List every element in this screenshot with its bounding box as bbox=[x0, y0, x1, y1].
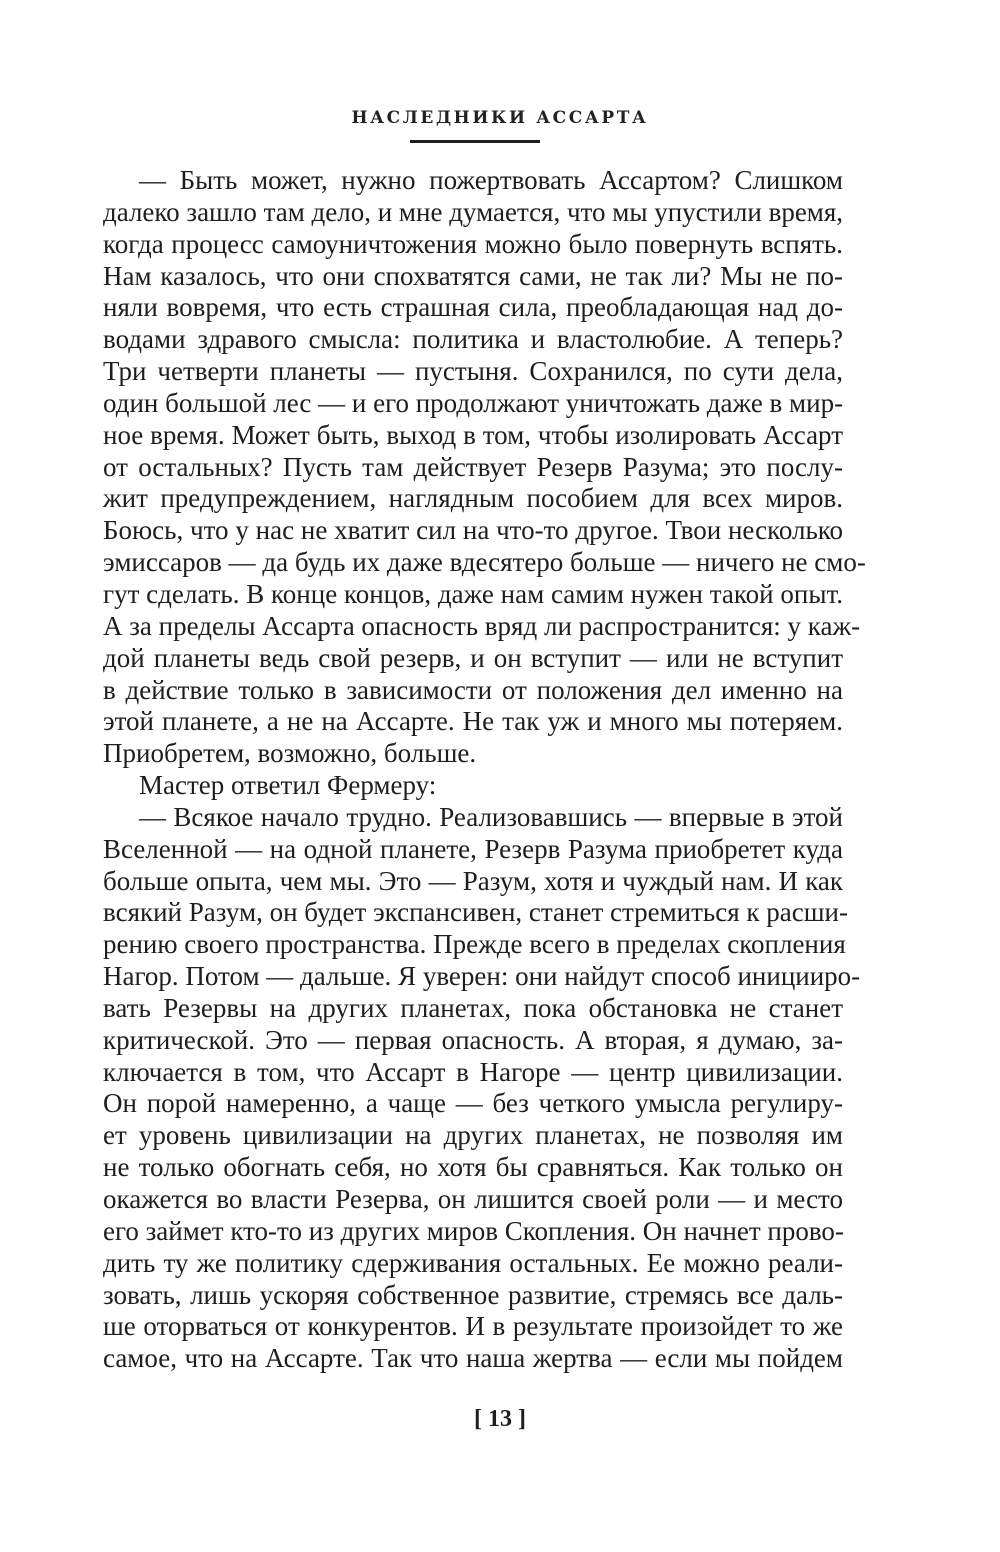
text-line: всякий Разум, он будет экспансивен, станет стремиться к расши- bbox=[103, 897, 848, 928]
text-line: гут сделать. В конце концов, даже нам самим нужен такой опыт. bbox=[103, 578, 843, 609]
text-line: Нагор. Потом — дальше. Я уверен: они найдут способ иницииро- bbox=[103, 961, 861, 992]
text-line: один большой лес — и его продолжают уничтожать даже в мир- bbox=[103, 387, 844, 418]
text-line: вать Резервы на других планетах, пока обстановка не станет bbox=[103, 992, 843, 1023]
text-line: ключается в том, что Ассарт в Нагоре — центр цивилизации. bbox=[103, 1056, 843, 1087]
text-line: эмиссаров — да будь их даже вдесятеро больше — ничего не смо- bbox=[103, 547, 866, 578]
text-line: — Быть может, нужно пожертвовать Ассартом? Слишком bbox=[139, 165, 843, 195]
body-text bbox=[103, 165, 866, 1375]
text-line: больше опыта, чем мы. Это — Разум, хотя и чуждый нам. И как bbox=[103, 865, 843, 896]
text-line: рению своего пространства. Прежде всего в пределах скопления bbox=[103, 929, 846, 960]
text-line: Нам казалось, что они спохватятся сами, не так ли? Мы не по- bbox=[103, 260, 843, 291]
text-line: Три четверти планеты — пустыня. Сохранился, по сути дела, bbox=[103, 356, 843, 387]
text-line: окажется во власти Резерва, он лишится своей роли — и место bbox=[103, 1184, 843, 1214]
text-line: самое, что на Ассарте. Так что наша жертва — если мы пойдем bbox=[103, 1343, 843, 1374]
text-line: ное время. Может быть, выход в том, чтобы изолировать Ассарт bbox=[103, 419, 843, 450]
text-line: — Всякое начало трудно. Реализовавшись — впервые в этой bbox=[139, 801, 843, 832]
text-line: критической. Это — первая опасность. А вторая, я думаю, за- bbox=[103, 1024, 843, 1055]
text-line: Вселенной — на одной планете, Резерв Разума приобретет куда bbox=[103, 833, 843, 864]
text-line: дой планеты ведь свой резерв, и он вступит — или не вступит bbox=[103, 642, 843, 673]
text-line: Боюсь, что у нас не хватит сил на что-то другое. Твои несколько bbox=[103, 515, 843, 546]
header-rule bbox=[410, 140, 540, 143]
text-line: Он порой намеренно, а чаще — без четкого умысла регулиру- bbox=[103, 1088, 843, 1119]
text-line: его займет кто-то из других миров Скопления. Он начнет прово- bbox=[103, 1215, 844, 1246]
text-line: когда процесс самоуничтожения можно было повернуть вспять. bbox=[103, 228, 843, 259]
page-number: [ 13 ] bbox=[474, 1406, 526, 1432]
text-line: А за пределы Ассарта опасность вряд ли распространится: у каж- bbox=[103, 610, 861, 641]
text-line: ше оторваться от конкурентов. И в результате произойдет то же bbox=[103, 1311, 843, 1342]
text-line: не только обогнать себя, но хотя бы сравняться. Как только он bbox=[103, 1152, 843, 1183]
running-head-title: НАСЛЕДНИКИ АССАРТА bbox=[351, 108, 649, 128]
text-line: этой планете, а не на Ассарте. Не так уж и много мы потеряем. bbox=[103, 706, 843, 737]
text-line: в действие только в зависимости от положения дел именно на bbox=[103, 674, 843, 705]
text-line: ет уровень цивилизации на других планетах, не позволяя им bbox=[103, 1120, 843, 1151]
text-line: няли вовремя, что есть страшная сила, преобладающая над до- bbox=[103, 292, 843, 323]
text-line: Мастер ответил Фермеру: bbox=[139, 770, 437, 801]
text-line: водами здравого смысла: политика и властолюбие. А теперь? bbox=[103, 324, 843, 355]
text-line: дить ту же политику сдерживания остальных. Ее можно реали- bbox=[103, 1247, 843, 1278]
text-line: от остальных? Пусть там действует Резерв Разума; это послу- bbox=[103, 451, 843, 482]
text-line: жит предупреждением, наглядным пособием для всех миров. bbox=[103, 483, 843, 514]
text-line: далеко зашло там дело, и мне думается, что мы упустили время, bbox=[103, 196, 844, 227]
text-line: Приобретем, возможно, больше. bbox=[103, 738, 477, 769]
text-line: зовать, лишь ускоряя собственное развитие, стремясь все даль- bbox=[103, 1279, 843, 1310]
